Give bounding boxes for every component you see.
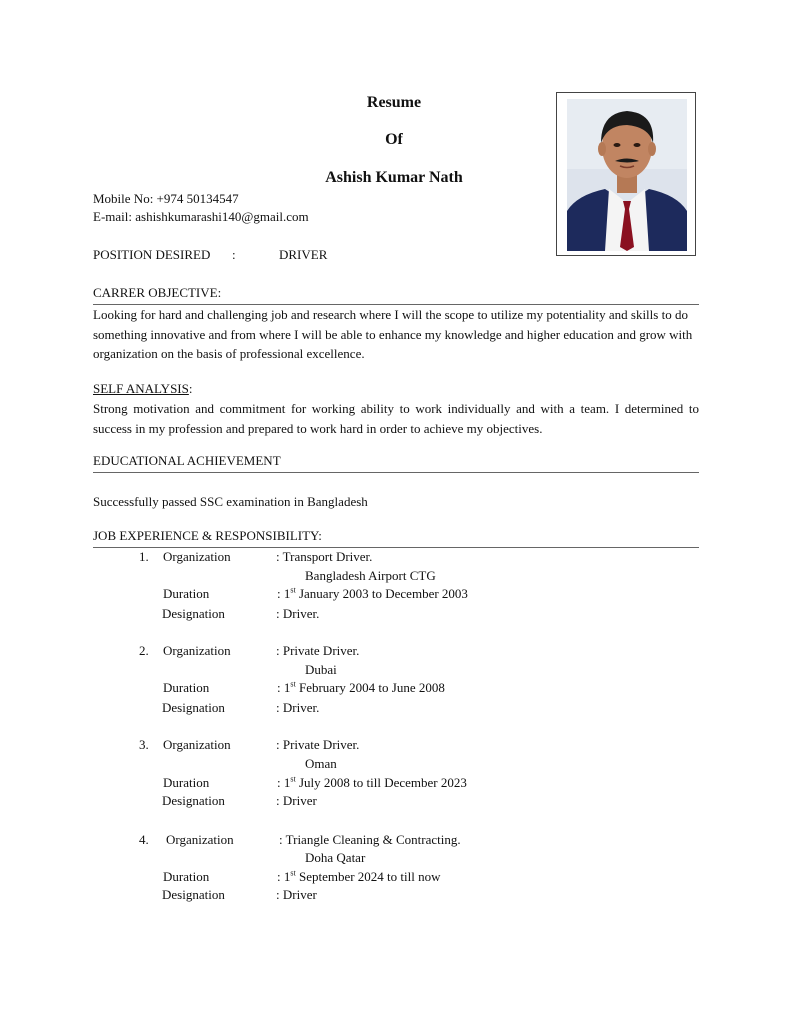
- self-analysis-heading-wrap: [93, 381, 192, 397]
- organization-value: : Private Driver.: [276, 737, 360, 752]
- organization-label: Organization: [163, 737, 231, 752]
- organization-place: Dubai: [305, 662, 337, 677]
- designation-value: : Driver.: [276, 700, 320, 715]
- email-address: E-mail: ashishkumarashi140@gmail.com: [93, 209, 309, 224]
- job-number: 1.: [139, 549, 149, 564]
- organization-label: Organization: [163, 549, 231, 564]
- mobile-number: Mobile No: +974 50134547: [93, 191, 239, 206]
- designation-label: Designation: [162, 606, 225, 621]
- education-text: Successfully passed SSC examination in Bangladesh: [93, 494, 368, 509]
- duration-label: Duration: [163, 869, 210, 884]
- job-number: 2.: [139, 643, 149, 658]
- self-analysis-heading: SELF ANALYSIS: [93, 381, 189, 396]
- objective-heading: CARRER OBJECTIVE:: [93, 285, 222, 300]
- duration-label: Duration: [163, 775, 210, 790]
- resume-title: Resume: [366, 94, 422, 111]
- designation-label: Designation: [162, 793, 225, 808]
- organization-place: Bangladesh Airport CTG: [305, 568, 436, 583]
- photo-frame: [556, 92, 696, 256]
- candidate-name: Ashish Kumar Nath: [325, 169, 463, 186]
- experience-heading: JOB EXPERIENCE & RESPONSIBILITY:: [93, 528, 322, 543]
- organization-label: Organization: [163, 643, 231, 658]
- duration-value: : 1st September 2024 to till now: [277, 868, 441, 884]
- designation-value: : Driver: [276, 793, 317, 808]
- duration-value: : 1st February 2004 to June 2008: [277, 679, 445, 695]
- self-analysis-colon: :: [188, 381, 193, 396]
- self-analysis-text: Strong motivation and commitment for working ability to work individually and with a team. I determined to success in my profession and prepared to work hard in order to achieve my objectives.: [93, 401, 699, 436]
- duration-label: Duration: [163, 586, 210, 601]
- experience-rule: [93, 547, 699, 548]
- organization-value: : Transport Driver.: [276, 549, 373, 564]
- job-number: 3.: [139, 737, 149, 752]
- resume-of: Of: [385, 131, 403, 148]
- position-colon: :: [232, 247, 236, 262]
- organization-value: : Triangle Cleaning & Contracting.: [279, 832, 461, 847]
- duration-value: : 1st July 2008 to till December 2023: [277, 774, 467, 790]
- designation-value: : Driver: [276, 887, 317, 902]
- organization-place: Oman: [305, 756, 337, 771]
- organization-value: : Private Driver.: [276, 643, 360, 658]
- objective-text: Looking for hard and challenging job and research where I will the scope to utilize my potentiality and skills to do something innovative and from where I will be able to enhance my knowledge and higher education and grow with organization on the basis of professional excellence.: [93, 307, 693, 361]
- position-label: POSITION DESIRED: [93, 247, 211, 262]
- education-rule: [93, 472, 699, 473]
- designation-label: Designation: [162, 700, 225, 715]
- designation-label: Designation: [162, 887, 225, 902]
- duration-label: Duration: [163, 680, 210, 695]
- position-value: DRIVER: [279, 247, 328, 262]
- duration-value: : 1st January 2003 to December 2003: [277, 585, 468, 601]
- designation-value: : Driver.: [276, 606, 320, 621]
- education-heading: EDUCATIONAL ACHIEVEMENT: [93, 453, 281, 468]
- organization-place: Doha Qatar: [305, 850, 366, 865]
- profile-photo: [567, 99, 687, 251]
- organization-label: Organization: [166, 832, 234, 847]
- job-number: 4.: [139, 832, 149, 847]
